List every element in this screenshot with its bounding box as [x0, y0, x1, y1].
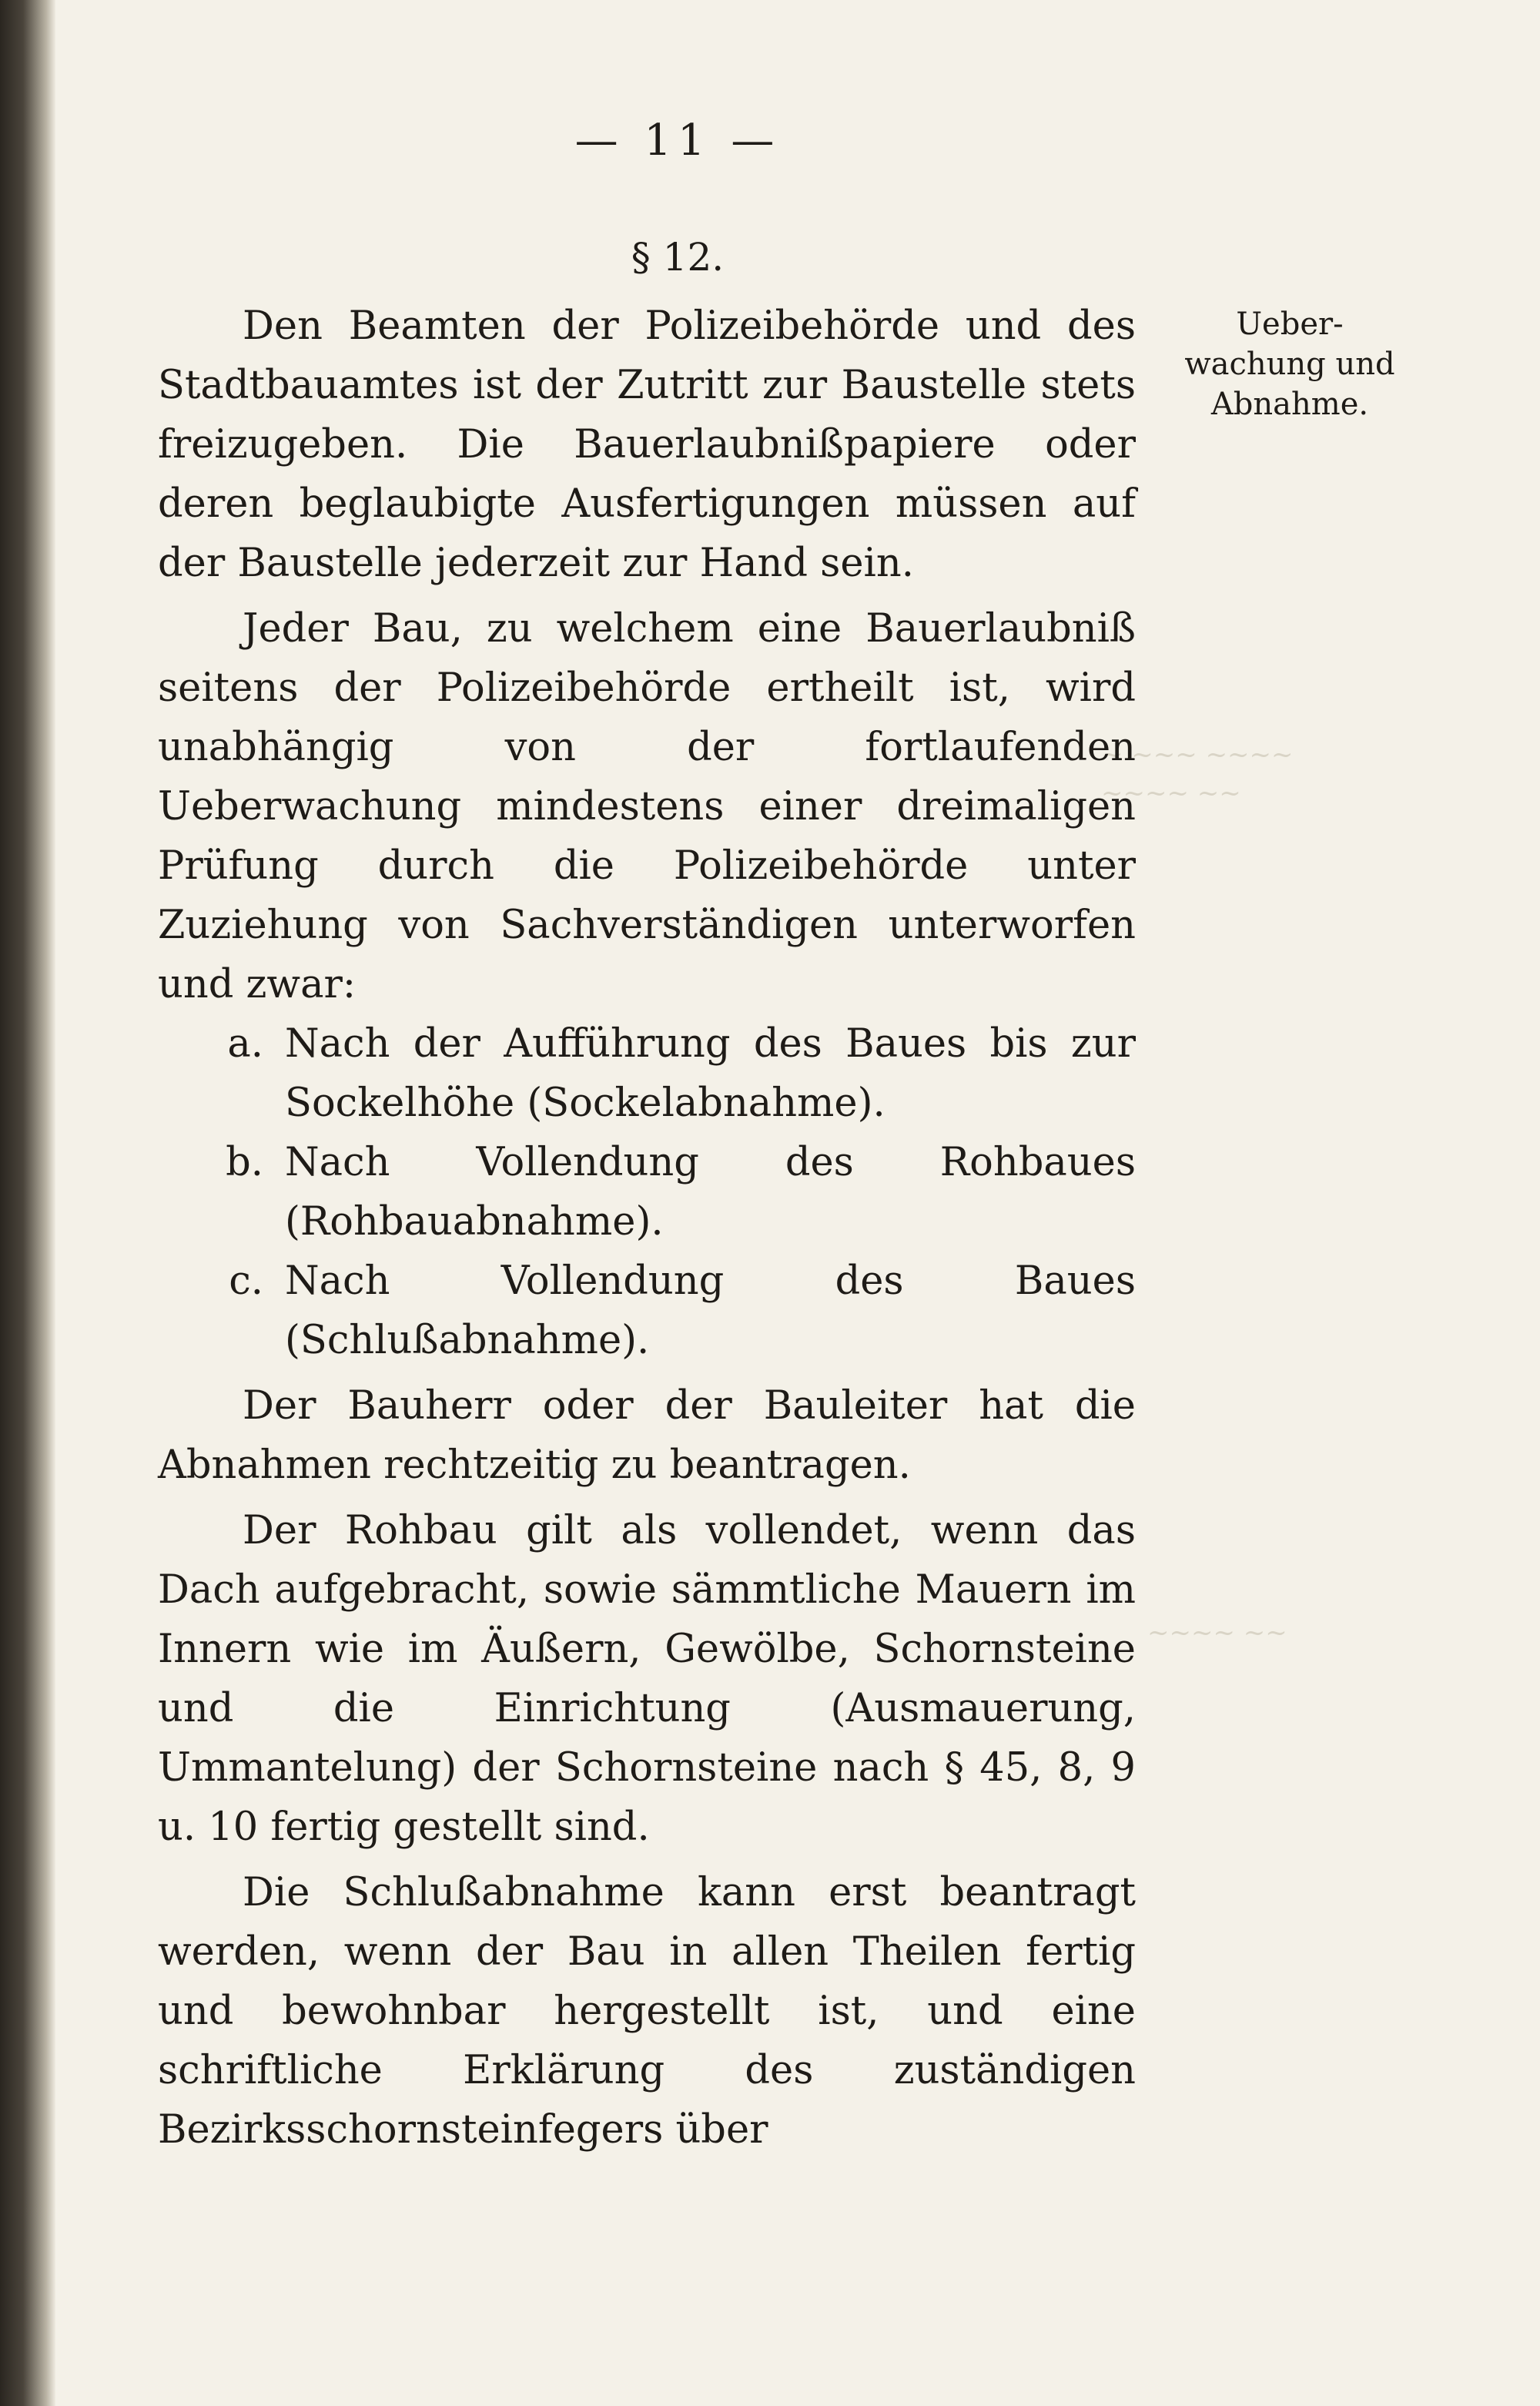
list-item-label: c.	[229, 1258, 263, 1304]
body-text	[158, 297, 1136, 2160]
list-item-text: Nach Vollendung des Rohbaues (Rohbauabnahme).	[285, 1140, 1136, 1245]
bleed-through-text: ~ ~~~ ~~~~	[1101, 739, 1294, 770]
paragraph: Der Bauherr oder der Bauleiter hat die Abnahmen rechtzeitig zu beantragen.	[158, 1383, 1136, 1488]
page-number: — 11 —	[574, 116, 781, 166]
margin-note-line: wachung und	[1184, 347, 1395, 382]
paragraph: Die Schlußabnahme kann erst beantragt werden, wenn der Bau in allen Theilen fertig und bewohnbar hergestellt ist, und eine schriftliche Erklärung des zuständigen Bezirksschornsteinfegers über	[158, 1870, 1136, 2153]
list-item	[158, 1252, 1136, 1370]
section-heading: § 12.	[631, 235, 725, 280]
margin-note-line: Abnahme.	[1210, 387, 1369, 422]
bleed-through-text: ~~~~ ~~	[1147, 1617, 1287, 1648]
list-item	[158, 1133, 1136, 1252]
list-item-text: Nach der Aufführung des Baues bis zur Sockelhöhe (Sockelabnahme).	[285, 1021, 1136, 1126]
paragraph: Jeder Bau, zu welchem eine Bauerlaubniß seitens der Polizeibehörde ertheilt ist, wird unabhängig von der fortlaufenden Ueberwachung mindestens einer dreimaligen Prüfung durch die Polizeibehörde unter Zuziehung von Sachverständigen unterworfen und zwar:	[158, 606, 1136, 1007]
book-binding-shadow	[0, 0, 55, 2406]
bleed-through-text: ~~~~ ~~	[1101, 778, 1241, 809]
paragraph: Der Rohbau gilt als vollendet, wenn das Dach aufgebracht, sowie sämmtliche Mauern im Innern wie im Äußern, Gewölbe, Schornsteine und die Einrichtung (Ausmauerung, Ummantelung) der Schornsteine nach § 45, 8, 9 u. 10 fertig gestellt sind.	[158, 1508, 1136, 1850]
margin-note	[1163, 304, 1417, 424]
list-item-text: Nach Vollendung des Baues (Schlußabnahme).	[285, 1258, 1136, 1363]
paragraph: Den Beamten der Polizeibehörde und des Stadtbauamtes ist der Zutritt zur Baustelle stets freizugeben. Die Bauerlaubnißpapiere oder deren beglaubigte Ausfertigungen müssen auf der Baustelle jederzeit zur Hand sein.	[158, 303, 1136, 586]
list-item-label: b.	[226, 1140, 263, 1185]
list-item-label: a.	[227, 1021, 263, 1067]
margin-note-line: Ueber-	[1236, 307, 1344, 342]
list-item	[158, 1014, 1136, 1133]
